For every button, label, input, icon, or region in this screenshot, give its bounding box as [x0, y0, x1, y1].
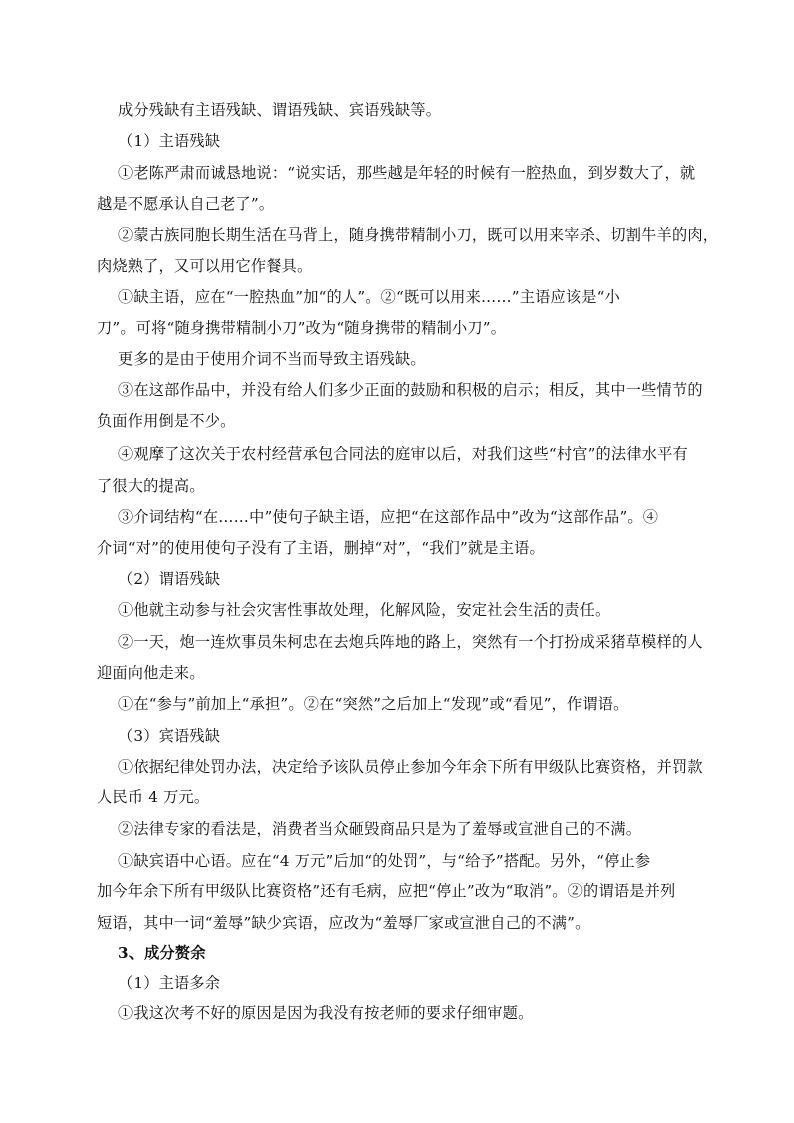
text-line: ③在这部作品中，并没有给人们多少正面的鼓励和积极的启示；相反，其中一些情节的 — [118, 381, 703, 399]
text-line: 肉烧熟了，又可以用它作餐具。 — [97, 257, 313, 275]
text-line: ①老陈严肃而诚恳地说：“说实话，那些越是年轻的时候有一腔热血，到岁数大了，就 — [118, 164, 696, 182]
text-line: （1）主语多余 — [118, 974, 221, 992]
text-line: 更多的是由于使用介词不当而导致主语残缺。 — [118, 350, 426, 368]
text-line: 人民币 4 万元。 — [97, 788, 210, 806]
text-line: （3）宾语残缺 — [118, 727, 221, 745]
text-line: 短语，其中一词“羞辱”缺少宾语，应改为“羞辱厂家或宣泄自己的不满”。 — [97, 914, 591, 932]
text-line: ①依据纪律处罚办法，决定给予该队员停止参加今年余下所有甲级队比赛资格，并罚款 — [118, 758, 703, 776]
text-line: ①我这次考不好的原因是因为我没有按老师的要求仔细审题。 — [118, 1004, 534, 1022]
text-line: （2）谓语残缺 — [118, 570, 221, 588]
text-line: ①缺主语，应在“一腔热血”加“的人”。②“既可以用来……”主语应该是“小 — [118, 288, 620, 306]
text-line: ③介词结构“在……中”使句子缺主语，应把“在这部作品中”改为“这部作品”。④ — [118, 508, 659, 526]
text-line: 越是不愿承认自己老了”。 — [97, 195, 275, 213]
text-line: ①他就主动参与社会灾害性事故处理，化解风险，安定社会生活的责任。 — [118, 601, 611, 619]
text-line: ②一天，炮一连炊事员朱柯忠在去炮兵阵地的路上，突然有一个打扮成采猪草模样的人 — [118, 633, 703, 651]
text-line: 3、成分赘余 — [118, 944, 206, 962]
text-line: ②蒙古族同胞长期生活在马背上，随身携带精制小刀，既可以用来宰杀、切割牛羊的肉， — [118, 226, 719, 244]
text-line: （1）主语残缺 — [118, 132, 221, 150]
text-line: 成分残缺有主语残缺、谓语残缺、宾语残缺等。 — [118, 101, 442, 119]
text-line: ②法律专家的看法是，消费者当众砸毁商品只是为了羞辱或宣泄自己的不满。 — [118, 820, 642, 838]
text-line: 了很大的提高。 — [97, 477, 205, 495]
text-line: ①缺宾语中心语。应在“4 万元”后加“的处罚”，与“给予”搭配。另外，“停止参 — [118, 852, 651, 870]
text-line: 负面作用倒是不少。 — [97, 412, 236, 430]
text-line: 介词“对”的使用使句子没有了主语，删掉“对”，“我们”就是主语。 — [97, 539, 545, 557]
text-line: ①在“参与”前加上“承担”。②在“突然”之后加上“发现”或“看见”，作谓语。 — [118, 695, 629, 713]
text-line: 加今年余下所有甲级队比赛资格”还有毛病，应把“停止”改为“取消”。②的谓语是并列 — [97, 882, 676, 900]
text-line: 迎面向他走来。 — [97, 664, 205, 682]
text-line: 刀”。可将“随身携带精制小刀”改为“随身携带的精制小刀”。 — [97, 319, 507, 337]
text-line: ④观摩了这次关于农村经营承包合同法的庭审以后，对我们这些“村官”的法律水平有 — [118, 445, 688, 463]
